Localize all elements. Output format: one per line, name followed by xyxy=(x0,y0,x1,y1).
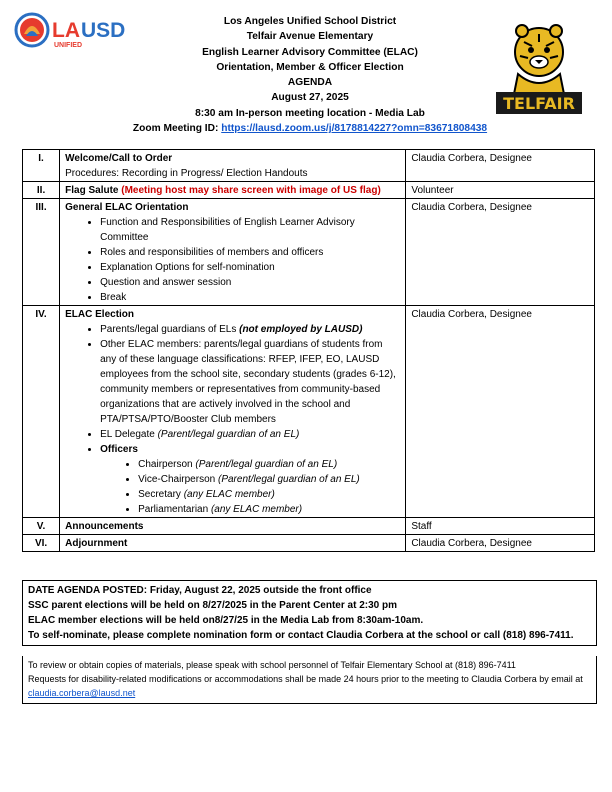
list-item: • Other ELAC members: parents/legal guardians of students from any of these language classifications: RFEP, IFEP, EO, LAUSD employees from the school site, secondary students (grades 6-12), community members or representatives from community-based organizations that are actively involved in the school and PTA/PTSA/PTO/Booster Club members xyxy=(100,337,400,427)
item-title: Announcements xyxy=(60,518,406,535)
telfair-logo-text: TELFAIR xyxy=(503,94,575,113)
contact-email-link[interactable]: claudia.corbera@lausd.net xyxy=(28,688,136,698)
svg-text:LA: LA xyxy=(52,19,80,42)
officer-item xyxy=(138,472,400,487)
item-presenter: Staff xyxy=(406,518,595,535)
accommodations-text: Requests for disability-related modifications or accommodations shall be made 24 hours prior to the meeting to Claudia Corbera by email at xyxy=(28,674,583,684)
zoom-label: Zoom Meeting ID: xyxy=(132,123,222,135)
officer-role: Parliamentarian xyxy=(138,504,211,515)
item-title: Welcome/Call to Order xyxy=(65,153,173,164)
agenda-table xyxy=(22,149,595,552)
svg-text:USD: USD xyxy=(81,19,126,42)
agenda-row xyxy=(23,182,595,199)
item-presenter: Volunteer xyxy=(406,182,595,199)
officer-role: Secretary xyxy=(138,489,184,500)
zoom-link[interactable]: https://lausd.zoom.us/j/8178814227?omn=83671808438 xyxy=(221,123,488,135)
officers-label: Officers xyxy=(100,444,138,455)
posting-notes xyxy=(22,580,597,646)
item-number: VI. xyxy=(23,535,60,552)
meeting-purpose: Orientation, Member & Officer Election xyxy=(216,61,404,73)
committee-name: English Learner Advisory Committee (ELAC) xyxy=(202,46,418,58)
elac-election-note: ELAC member elections will be held on8/27/25 in the Media Lab from 8:30am-10am. xyxy=(28,615,424,626)
item-title: Adjournment xyxy=(60,535,406,552)
item-title: General ELAC Orientation xyxy=(65,202,189,213)
meeting-date: August 27, 2025 xyxy=(271,92,349,104)
item-content xyxy=(60,150,406,182)
officer-role: Chairperson xyxy=(138,459,196,470)
list-item xyxy=(100,322,400,337)
zoom-meeting-line xyxy=(110,121,510,136)
officer-item xyxy=(138,457,400,472)
agenda-row xyxy=(23,199,595,306)
svg-text:UNIFIED: UNIFIED xyxy=(54,42,82,49)
item-number: III. xyxy=(23,199,60,306)
officer-item xyxy=(138,502,400,517)
officer-item xyxy=(138,487,400,502)
list-item: • Explanation Options for self-nomination xyxy=(100,260,400,275)
orientation-list xyxy=(65,215,400,305)
item-presenter: Claudia Corbera, Designee xyxy=(406,199,595,306)
item-title: ELAC Election xyxy=(65,309,135,320)
list-item: • Question and answer session xyxy=(100,275,400,290)
list-item: • Break xyxy=(100,290,400,305)
item-content xyxy=(60,182,406,199)
agenda-heading: AGENDA xyxy=(287,77,333,89)
list-item-note: (not employed by LAUSD) xyxy=(239,324,363,335)
item-number: V. xyxy=(23,518,60,535)
officers-list xyxy=(100,457,400,517)
flag-note: (Meeting host may share screen with image of US flag) xyxy=(121,185,381,196)
self-nomination-note: To self-nominate, please complete nomination form or contact Claudia Corbera at the school or call (818) 896-7411. xyxy=(28,630,574,641)
item-number: II. xyxy=(23,182,60,199)
officer-note: (any ELAC member) xyxy=(183,489,275,500)
officer-role: Vice-Chairperson xyxy=(138,474,218,485)
item-presenter: Claudia Corbera, Designee xyxy=(406,535,595,552)
list-item: • Function and Responsibilities of English Learner Advisory Committee xyxy=(100,215,400,245)
list-item xyxy=(100,442,400,517)
officer-note: (Parent/legal guardian of an EL) xyxy=(195,459,338,470)
list-item-text: EL Delegate xyxy=(100,429,158,440)
item-content xyxy=(60,306,406,518)
district-name: Los Angeles Unified School District xyxy=(223,16,397,27)
agenda-row xyxy=(23,535,595,552)
item-title: Flag Salute xyxy=(65,185,119,196)
agenda-posted-note: DATE AGENDA POSTED: Friday, August 22, 2025 outside the front office xyxy=(28,585,372,596)
materials-note: To review or obtain copies of materials, please speak with school personnel of Telfair Elementary School at (818) 896-7411 xyxy=(28,660,516,670)
agenda-row xyxy=(23,150,595,182)
item-presenter: Claudia Corbera, Designee xyxy=(406,150,595,182)
school-name: Telfair Avenue Elementary xyxy=(246,31,374,43)
agenda-row xyxy=(23,306,595,518)
contact-info xyxy=(22,656,597,704)
ssc-election-note: SSC parent elections will be held on 8/27/2025 in the Parent Center at 2:30 pm xyxy=(28,600,398,611)
item-presenter: Claudia Corbera, Designee xyxy=(406,306,595,518)
item-detail: Procedures: Recording in Progress/ Election Handouts xyxy=(65,168,308,179)
accommodations-note xyxy=(28,672,591,700)
list-item xyxy=(100,427,400,442)
agenda-row xyxy=(23,518,595,535)
list-item-note: (Parent/legal guardian of an EL) xyxy=(157,429,300,440)
list-item: • Roles and responsibilities of members and officers xyxy=(100,245,400,260)
officer-note: (any ELAC member) xyxy=(210,504,303,515)
item-number: I. xyxy=(23,150,60,182)
election-list xyxy=(65,322,400,517)
item-content xyxy=(60,199,406,306)
meeting-location: 8:30 am In-person meeting location - Media Lab xyxy=(195,107,425,119)
item-number: IV. xyxy=(23,306,60,518)
list-item-text: Parents/legal guardians of ELs xyxy=(100,324,240,335)
document-header xyxy=(110,14,510,136)
officer-note: (Parent/legal guardian of an EL) xyxy=(217,474,360,485)
